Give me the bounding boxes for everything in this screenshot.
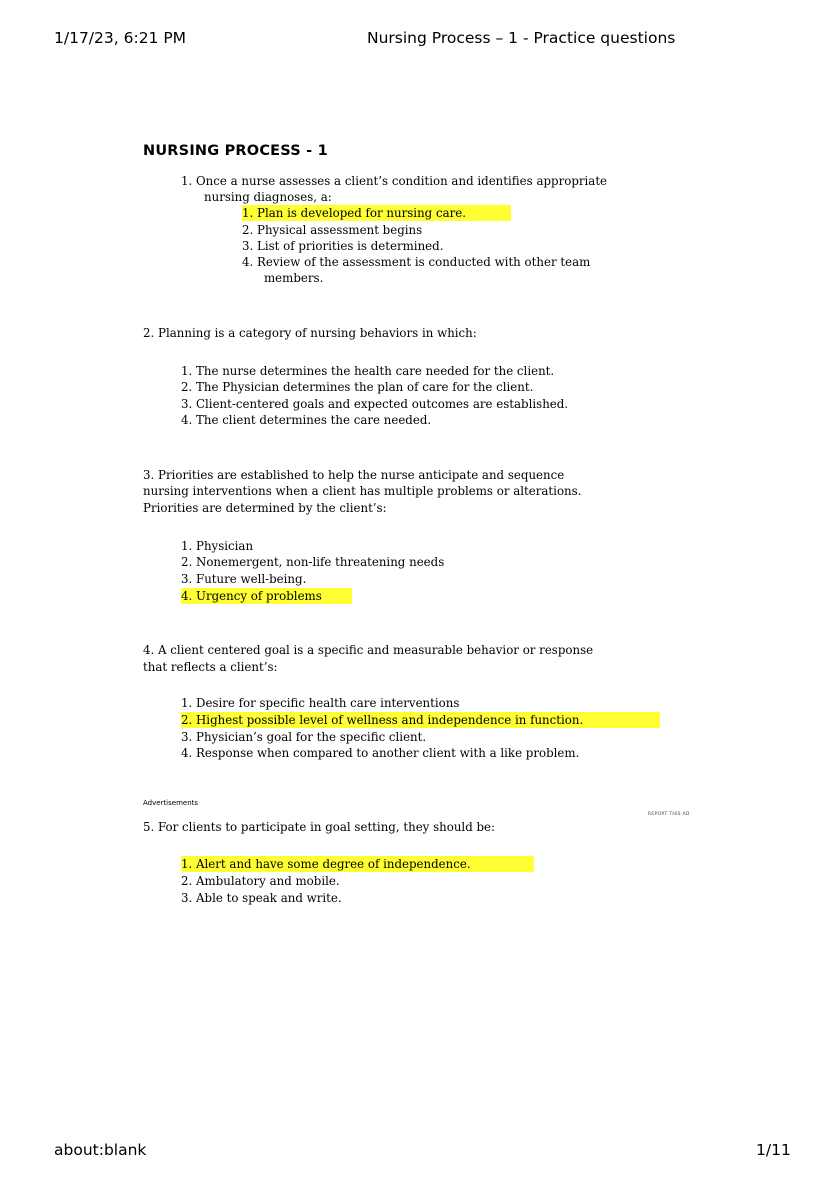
q3-option-4-highlighted: 4. Urgency of problems [181, 588, 352, 604]
q1-stem-line2: nursing diagnoses, a: [204, 190, 332, 204]
report-ad-link[interactable]: REPORT THIS AD [648, 812, 690, 817]
q3-option-2: 2. Nonemergent, non-life threatening needs [181, 555, 445, 569]
document-title: NURSING PROCESS - 1 [143, 143, 328, 159]
q3-stem-line2: nursing interventions when a client has multiple problems or alterations. [143, 484, 582, 498]
print-url: about:blank [54, 1141, 147, 1159]
q4-option-1: 1. Desire for specific health care interventions [181, 696, 460, 710]
q5-option-2: 2. Ambulatory and mobile. [181, 874, 340, 888]
q5-option-1-highlighted: 1. Alert and have some degree of independence. [181, 856, 534, 872]
q4-option-3: 3. Physician’s goal for the specific client. [181, 730, 427, 744]
print-page-title: Nursing Process – 1 - Practice questions [367, 29, 676, 47]
q1-option-4-cont: members. [264, 271, 324, 285]
q1-option-3: 3. List of priorities is determined. [242, 239, 444, 253]
q2-option-1: 1. The nurse determines the health care needed for the client. [181, 364, 555, 378]
q4-option-2-highlighted: 2. Highest possible level of wellness and independence in function. [181, 712, 660, 728]
q5-option-3: 3. Able to speak and write. [181, 891, 342, 905]
q2-stem: 2. Planning is a category of nursing behaviors in which: [143, 326, 477, 340]
q3-option-3: 3. Future well-being. [181, 572, 307, 586]
q2-option-4: 4. The client determines the care needed. [181, 413, 432, 427]
print-page-number: 1/11 [756, 1141, 791, 1159]
q1-option-1-highlighted: 1. Plan is developed for nursing care. [242, 205, 511, 221]
q2-option-2: 2. The Physician determines the plan of care for the client. [181, 380, 534, 394]
q2-option-3: 3. Client-centered goals and expected outcomes are established. [181, 397, 569, 411]
q1-stem-line1: 1. Once a nurse assesses a client’s condition and identifies appropriate [181, 174, 608, 188]
q3-stem-line3: Priorities are determined by the client’s: [143, 501, 387, 515]
ad-label: Advertisements [143, 799, 199, 807]
q1-option-4: 4. Review of the assessment is conducted with other team [242, 255, 591, 269]
q3-option-1: 1. Physician [181, 539, 254, 553]
q4-stem-line1: 4. A client centered goal is a specific and measurable behavior or response [143, 643, 594, 657]
q3-stem-line1: 3. Priorities are established to help the nurse anticipate and sequence [143, 468, 565, 482]
q4-option-4: 4. Response when compared to another client with a like problem. [181, 746, 580, 760]
q5-stem: 5. For clients to participate in goal setting, they should be: [143, 820, 496, 834]
print-datetime: 1/17/23, 6:21 PM [54, 29, 187, 47]
q4-stem-line2: that reflects a client’s: [143, 660, 278, 674]
q1-option-2: 2. Physical assessment begins [242, 223, 423, 237]
